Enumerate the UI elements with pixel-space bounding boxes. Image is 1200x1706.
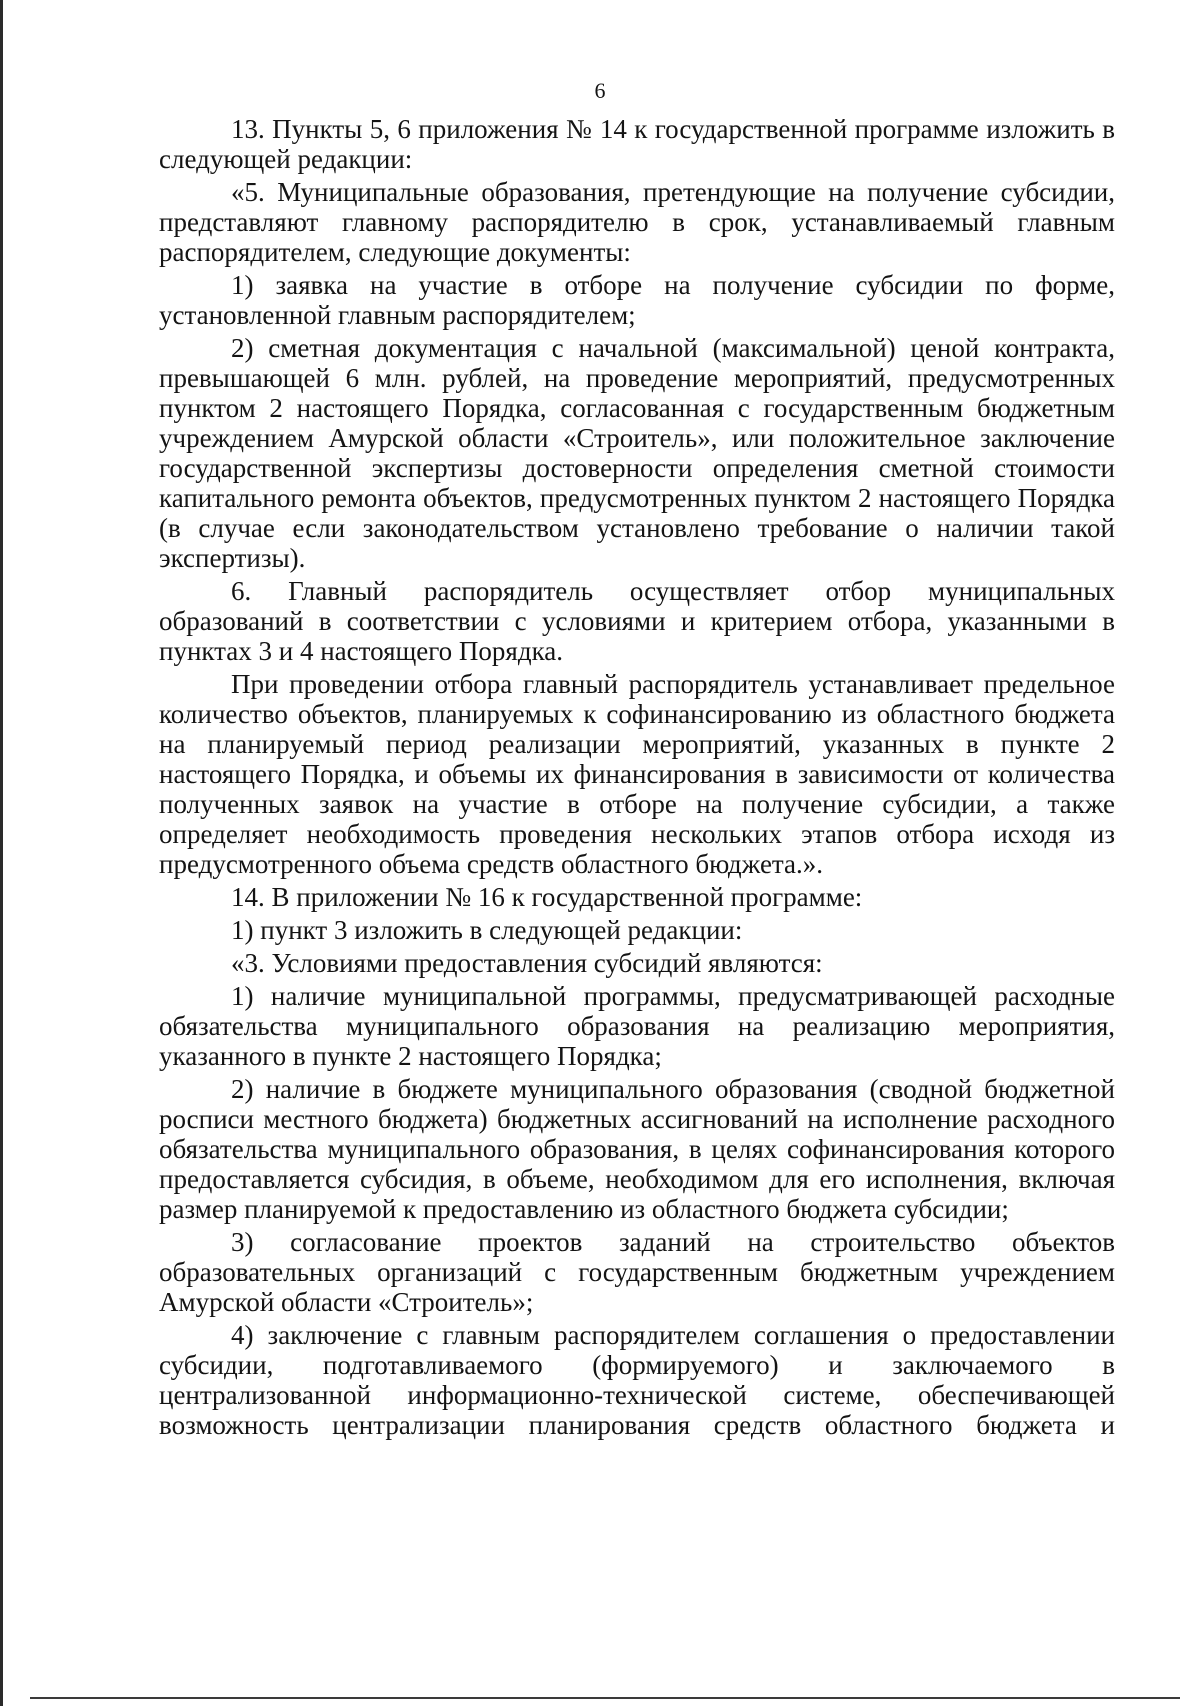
paragraph-13-header: 13. Пункты 5, 6 приложения № 14 к государственной программе изложить в следующей редакции: bbox=[159, 114, 1115, 174]
paragraph-condition-3: 3) согласование проектов заданий на строительство объектов образовательных организаций с государственным бюджетным учреждением Амурской области «Строитель»; bbox=[159, 1227, 1115, 1317]
page-number: 6 bbox=[594, 78, 606, 103]
paragraph-condition-2: 2) наличие в бюджете муниципального образования (сводной бюджетной росписи местного бюджета) бюджетных ассигнований на исполнение расходного обязательства муниципального образования, в целях софинансирования которого предоставляется субсидия, в объеме, необходимом для его исполнения, включая размер планируемой к предоставлению из областного бюджета субсидии; bbox=[159, 1074, 1115, 1224]
paragraph-subpoint-2: 2) сметная документация с начальной (максимальной) ценой контракта, превышающей 6 млн. рублей, на проведение мероприятий, предусмотренных пунктом 2 настоящего Порядка, согласованная с государственным бюджетным учреждением Амурской области «Строитель», или положительное заключение государственной экспертизы достоверности определения сметной стоимости капитального ремонта объектов, предусмотренных пунктом 2 настоящего Порядка (в случае если законодательством установлено требование о наличии такой экспертизы). bbox=[159, 333, 1115, 573]
paragraph-selection: При проведении отбора главный распорядитель устанавливает предельное количество объектов, планируемых к софинансированию из областного бюджета на планируемый период реализации мероприятий, указанных в пункте 2 настоящего Порядка, и объемы их финансирования в зависимости от количества полученных заявок на участие в отборе на получение субсидии, а также определяет необходимость проведения нескольких этапов отбора исходя из предусмотренного объема средств областного бюджета.». bbox=[159, 669, 1115, 879]
paragraph-point-5: «5. Муниципальные образования, претендующие на получение субсидии, представляют главному распорядителю в срок, устанавливаемый главным распорядителем, следующие документы: bbox=[159, 177, 1115, 267]
paragraph-point-3: «3. Условиями предоставления субсидий являются: bbox=[231, 948, 823, 978]
document-body bbox=[159, 114, 1115, 1440]
paragraph-item-1: 1) пункт 3 изложить в следующей редакции: bbox=[231, 915, 743, 945]
scan-edge-bottom bbox=[30, 1697, 1180, 1699]
paragraph-14-header: 14. В приложении № 16 к государственной программе: bbox=[231, 882, 863, 912]
paragraph-condition-4: 4) заключение с главным распорядителем соглашения о предоставлении субсидии, подготавливаемого (формируемого) и заключаемого в централизованной информационно-технической системе, обеспечивающей возможность централизации планирования средств областного бюджета и bbox=[159, 1320, 1115, 1440]
scan-edge-left bbox=[0, 0, 3, 1706]
paragraph-subpoint-1: 1) заявка на участие в отборе на получение субсидии по форме, установленной главным распорядителем; bbox=[159, 270, 1115, 330]
paragraph-condition-1: 1) наличие муниципальной программы, предусматривающей расходные обязательства муниципального образования на реализацию мероприятия, указанного в пункте 2 настоящего Порядка; bbox=[159, 981, 1115, 1071]
paragraph-point-6: 6. Главный распорядитель осуществляет отбор муниципальных образований в соответствии с условиями и критерием отбора, указанными в пунктах 3 и 4 настоящего Порядка. bbox=[159, 576, 1115, 666]
